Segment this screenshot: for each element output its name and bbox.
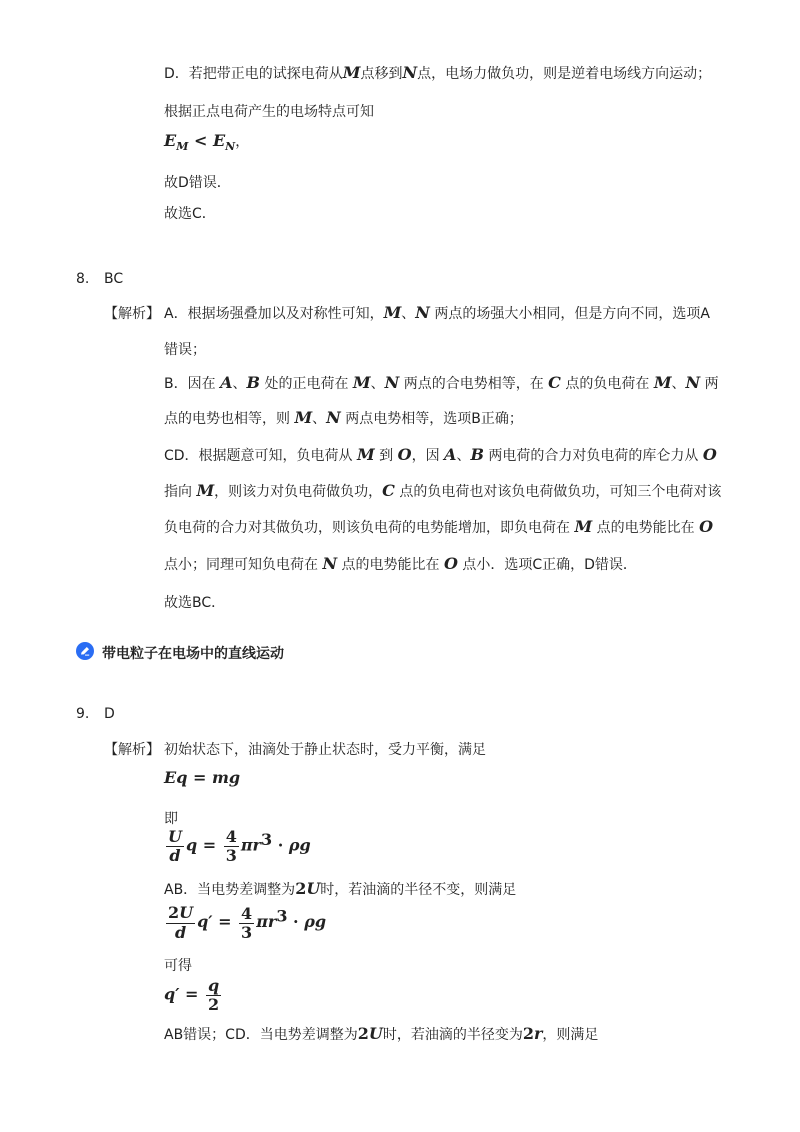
q9-last-line: AB错误；CD．当电势差调整为2U时，若油滴的半径变为2r，则满足	[164, 1024, 599, 1043]
q9-number: 9.	[76, 706, 90, 722]
q8-cd-line2: 指向 M，则该力对负电荷做负功，C 点的负电荷也对该负电荷做负功，可知三个电荷对该	[164, 481, 722, 500]
q9-eq4: q′ = $\frac{q}{2}$	[164, 976, 220, 1014]
q9-line1: 初始状态下，油滴处于静止状态时，受力平衡，满足	[164, 742, 486, 758]
q9-eq2: $\frac{U}{d}$ q = $\frac{4}{3}$ $\pi r^3 \cdot \rho g$	[168, 827, 311, 865]
q8-b-line2: 点的电势也相等，则 M、N 两点电势相等，选项B正确；	[164, 408, 523, 427]
section-title: 带电粒子在电场中的直线运动	[102, 646, 284, 662]
d-formula: $E_M < E_N$，	[164, 131, 250, 153]
pencil-icon	[76, 642, 94, 660]
d-statement-line: D．若把带正电的试探电荷从M点移到N点，电场力做负功，则是逆着电场线方向运动；	[164, 63, 712, 82]
q8-answer: BC	[104, 271, 124, 287]
q8-cd-line4: 点小；同理可知负电荷在 N 点的电势能比在 O 点小．选项C正确，D错误．	[164, 554, 637, 573]
q8-a-line1: A．根据场强叠加以及对称性可知，M、N 两点的场强大小相同，但是方向不同，选项A	[164, 303, 710, 322]
q9-eq1: Eq = mg	[164, 768, 241, 787]
d-reason-line: 根据正点电荷产生的电场特点可知	[164, 104, 374, 120]
d-choice-line: 故选C．	[164, 206, 216, 222]
q9-eq3: $\frac{2U}{d}$ q′ = $\frac{4}{3}$ $\pi r^3 \cdot \rho g$	[168, 903, 327, 942]
q8-conclusion: 故选BC．	[164, 595, 226, 611]
q8-cd-line1: CD．根据题意可知，负电荷从 M 到 O，因 A、B 两电荷的合力对负电荷的库仑力从 O	[164, 445, 717, 464]
q9-answer: D	[104, 706, 115, 722]
q8-b-line1: B．因在 A、B 处的正电荷在 M、N 两点的合电势相等，在 C 点的负电荷在 M、N 两	[164, 373, 719, 392]
q9-analysis-tag: 【解析】	[104, 742, 160, 758]
q8-a-line2: 错误；	[164, 342, 206, 358]
q9-ji: 即	[164, 811, 178, 827]
q9-ab-line: AB．当电势差调整为2U时，若油滴的半径不变，则满足	[164, 879, 517, 898]
q8-analysis-tag: 【解析】	[104, 306, 160, 322]
q8-cd-line3: 负电荷的合力对其做负功，则该负电荷的电势能增加，即负电荷在 M 点的电势能比在 O	[164, 517, 714, 536]
d-wrong-line: 故D错误．	[164, 175, 231, 191]
q8-number: 8.	[76, 271, 90, 287]
q9-kede: 可得	[164, 958, 192, 974]
